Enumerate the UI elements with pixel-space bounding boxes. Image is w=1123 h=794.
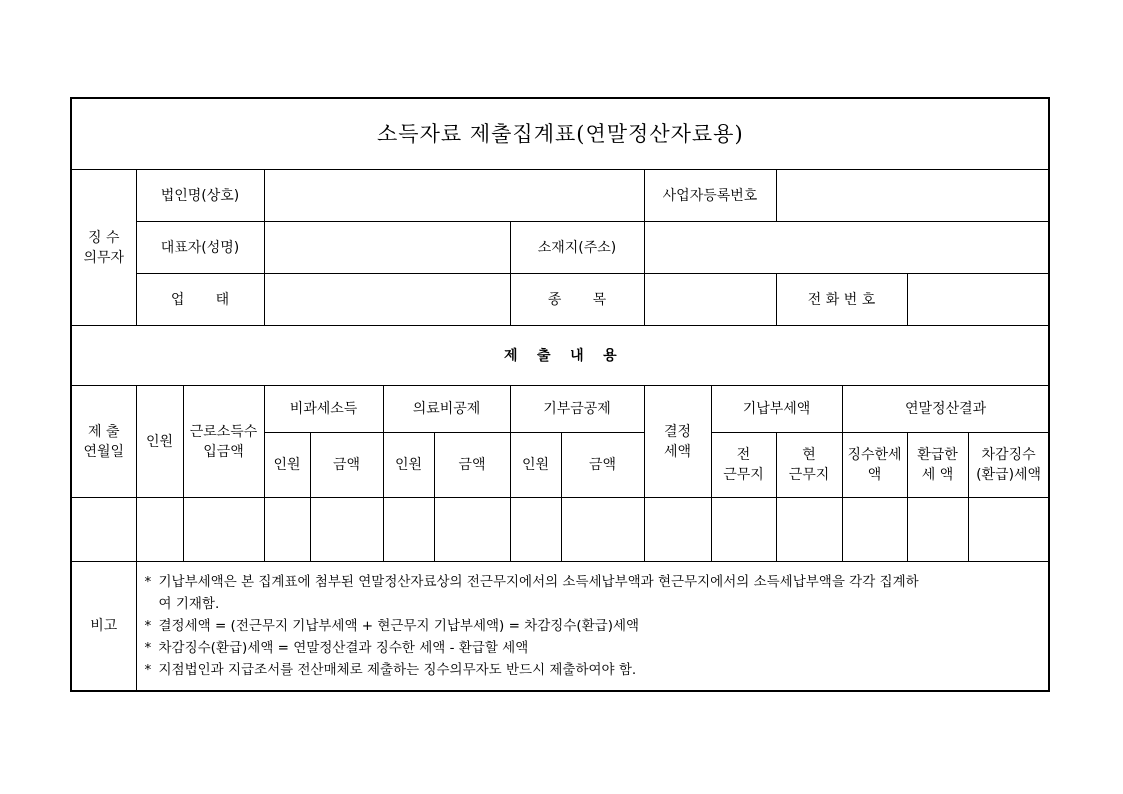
remarks-label: 비고 — [71, 562, 136, 691]
biz-reg-label: 사업자등록번호 — [644, 170, 776, 222]
determined-tax-header: 결정 세액 — [644, 386, 711, 498]
remark-line-1-cont — [145, 593, 1041, 615]
business-type-label: 업 태 — [136, 274, 264, 326]
submit-date-header: 제 출 연월일 — [71, 386, 136, 498]
submit-date-field[interactable] — [71, 498, 136, 562]
submission-section-label: 제 출 내 용 — [504, 347, 617, 364]
remark-line-2 — [145, 615, 1041, 637]
phone-field[interactable] — [907, 274, 1049, 326]
nontaxable-amount-field[interactable] — [310, 498, 383, 562]
curr-work-header: 현 근무지 — [776, 433, 842, 498]
submission-section-title — [71, 326, 1049, 386]
remark-text-1: 기납부세액은 본 집계표에 첨부된 연말정산자료상의 전근무지에서의 소득세납부액과 현근무지에서의 소득세납부액을 각각 집계하 — [158, 573, 919, 590]
item-label: 종 목 — [510, 274, 644, 326]
withholder-label: 징 수 의무자 — [83, 229, 125, 266]
persons-field[interactable] — [136, 498, 183, 562]
nontaxable-persons-field[interactable] — [264, 498, 310, 562]
prev-work-field[interactable] — [711, 498, 776, 562]
phone-label: 전 화 번 호 — [776, 274, 907, 326]
remark-line-1 — [145, 571, 1041, 593]
diff-tax-header: 차감징수 (환급)세액 — [968, 433, 1049, 498]
nontaxable-header: 비과세소득 — [264, 386, 383, 433]
prev-work-header: 전 근무지 — [711, 433, 776, 498]
diff-tax-field[interactable] — [968, 498, 1049, 562]
business-type-field[interactable] — [264, 274, 510, 326]
bullet-mark: * — [144, 661, 152, 678]
corp-name-label: 법인명(상호) — [136, 170, 264, 222]
remark-text-2: 결정세액 = (전근무지 기납부세액 + 현근무지 기납부세액) = 차감징수(환급)세액 — [158, 617, 640, 634]
bullet-mark: * — [144, 639, 152, 656]
rep-field[interactable] — [264, 222, 510, 274]
medical-amount-header: 금액 — [434, 433, 510, 498]
withholder-label-cell — [71, 170, 136, 326]
address-label: 소재지(주소) — [510, 222, 644, 274]
form-title: 소득자료 제출집계표(연말정산자료용) — [377, 122, 744, 146]
address-field[interactable] — [644, 222, 1049, 274]
rep-label: 대표자(성명) — [136, 222, 264, 274]
remarks-content — [136, 562, 1049, 691]
corp-name-field[interactable] — [264, 170, 644, 222]
nontaxable-persons-header: 인원 — [264, 433, 310, 498]
persons-header: 인원 — [136, 386, 183, 498]
donation-header: 기부금공제 — [510, 386, 644, 433]
refunded-tax-header: 환급한 세 액 — [907, 433, 968, 498]
donation-amount-field[interactable] — [561, 498, 644, 562]
withheld-tax-field[interactable] — [842, 498, 907, 562]
remark-line-4 — [145, 659, 1041, 681]
earned-income-header: 근로소득수 입금액 — [183, 386, 264, 498]
medical-amount-field[interactable] — [434, 498, 510, 562]
submission-summary-form — [70, 97, 1050, 692]
refunded-tax-field[interactable] — [907, 498, 968, 562]
remark-text-3: 차감징수(환급)세액 = 연말정산결과 징수한 세액 - 환급할 세액 — [158, 639, 529, 656]
earned-income-field[interactable] — [183, 498, 264, 562]
medical-header: 의료비공제 — [383, 386, 510, 433]
remark-text-4: 지점법인과 지급조서를 전산매체로 제출하는 징수의무자도 반드시 제출하여야 함. — [158, 661, 637, 678]
curr-work-field[interactable] — [776, 498, 842, 562]
nontaxable-amount-header: 금액 — [310, 433, 383, 498]
donation-persons-header: 인원 — [510, 433, 561, 498]
medical-persons-header: 인원 — [383, 433, 434, 498]
settlement-result-header: 연말정산결과 — [842, 386, 1049, 433]
medical-persons-field[interactable] — [383, 498, 434, 562]
determined-tax-field[interactable] — [644, 498, 711, 562]
bullet-mark: * — [144, 573, 152, 590]
remark-text-1-cont: 여 기재함. — [158, 595, 220, 612]
form-title-cell — [71, 98, 1049, 170]
donation-persons-field[interactable] — [510, 498, 561, 562]
biz-reg-field[interactable] — [776, 170, 1049, 222]
prepaid-tax-header: 기납부세액 — [711, 386, 842, 433]
bullet-mark: * — [144, 617, 152, 634]
withheld-tax-header: 징수한세 액 — [842, 433, 907, 498]
item-field[interactable] — [644, 274, 776, 326]
remark-line-3 — [145, 637, 1041, 659]
donation-amount-header: 금액 — [561, 433, 644, 498]
